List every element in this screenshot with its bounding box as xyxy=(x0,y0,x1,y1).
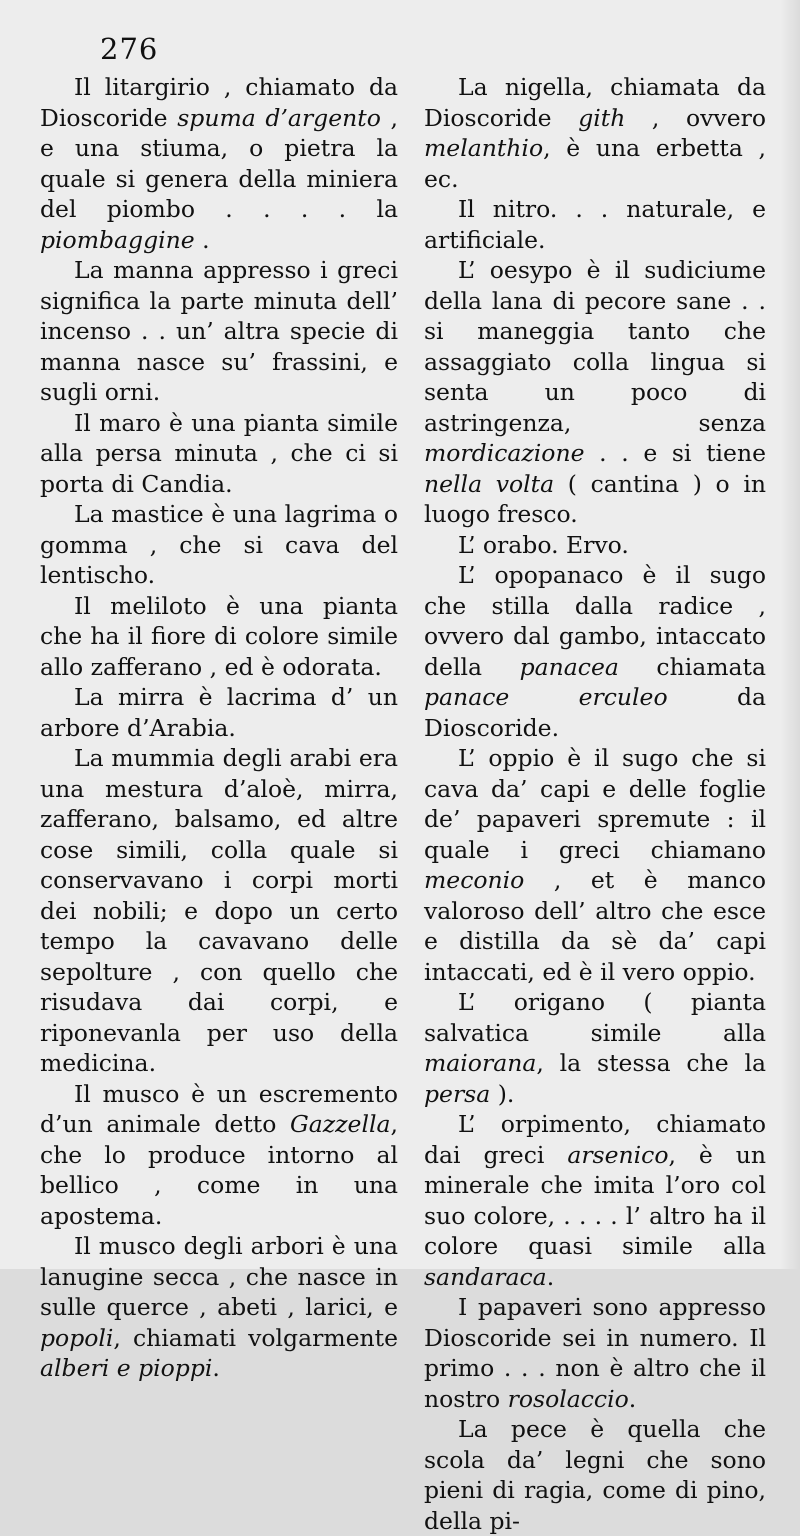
paragraph xyxy=(424,560,766,743)
text-run: L’ origano ( pianta salvatica simile alla xyxy=(424,988,766,1047)
text-run: da Dioscoride. xyxy=(424,683,766,742)
page-number: 276 xyxy=(100,32,159,66)
text-run: I papaveri sono appresso Dioscoride sei in numero. Il primo . . . non è altro che il nostro xyxy=(424,1293,766,1413)
text-run: Il nitro. . . naturale, e artificiale. xyxy=(424,195,766,254)
text-run: , la stessa che la xyxy=(536,1049,766,1077)
text-run: La mummia degli arabi era una mestura d’aloè, mirra, zafferano, balsamo, ed altre cose simili, colla quale si conservavano i corpi morti dei nobili; e dopo un certo tempo la cavavano delle sepolture , con quello che risudava dai corpi, e riponevanla per uso della medicina. xyxy=(40,744,398,1077)
text-run: L’ orpimento, chiamato dai greci xyxy=(424,1110,766,1169)
scan-shadow xyxy=(780,0,800,1269)
text-run: Il musco è un escremento d’un animale detto xyxy=(40,1079,398,1138)
italic-term: meconio xyxy=(424,866,525,894)
text-run: Il meliloto è una pianta che ha il fiore di colore simile allo zafferano , ed è odorata. xyxy=(40,591,398,681)
paragraph xyxy=(424,255,766,530)
italic-term: popoli xyxy=(40,1323,114,1352)
text-run: Il maro è una pianta simile alla persa minuta , che ci si porta di Candia. xyxy=(40,408,398,498)
italic-term: melanthio xyxy=(424,134,544,162)
paragraph xyxy=(424,530,766,561)
paragraph xyxy=(424,72,766,194)
italic-term: persa xyxy=(424,1079,491,1108)
paragraph xyxy=(424,1109,766,1292)
italic-term: nella volta xyxy=(424,469,555,498)
text-run: , e una stiuma, o pietra la quale si genera della miniera del piombo . . . . la xyxy=(40,103,398,223)
paragraph xyxy=(424,987,766,1109)
text-run: , chiamati volgarmente xyxy=(113,1323,398,1352)
text-run: La manna appresso i greci significa la parte minuta dell’ incenso . . un’ altra specie di manna nasce su’ frassini, e sugli orni. xyxy=(40,256,398,406)
text-run: . xyxy=(194,225,210,254)
italic-term: sandaraca xyxy=(424,1262,547,1291)
paragraph xyxy=(40,1079,398,1232)
paragraph xyxy=(40,591,398,683)
italic-term: mordicazione xyxy=(424,439,585,467)
italic-term: Gazzella xyxy=(290,1110,391,1138)
text-run: L’ oesypo è il sudiciume della lana di pecore sane . . si maneggia tanto che assaggiato colla lingua si senta un poco di astringenza, senza xyxy=(424,256,766,437)
text-run: . xyxy=(546,1262,555,1291)
text-run: , è una erbetta , ec. xyxy=(424,134,766,193)
italic-term: alberi e pioppi xyxy=(40,1354,213,1382)
italic-term: gith xyxy=(578,103,626,132)
paragraph xyxy=(424,1414,766,1536)
text-run: La mirra è lacrima d’ un arbore d’Arabia. xyxy=(40,683,398,742)
text-run: ( cantina ) o in luogo fresco. xyxy=(424,469,766,528)
italic-term: panace erculeo xyxy=(424,683,668,711)
paragraph xyxy=(40,499,398,591)
paragraph xyxy=(40,255,398,408)
right-column xyxy=(424,72,766,1536)
text-run: . xyxy=(212,1354,220,1382)
text-run: , et è manco valoroso dell’ altro che esce e distilla da sè da’ capi intaccati, ed è il vero oppio. xyxy=(424,866,766,986)
left-column xyxy=(40,72,398,1384)
text-run: chiamata xyxy=(618,652,767,681)
italic-term: maiorana xyxy=(424,1049,537,1077)
text-run: , è un minerale che imita l’oro col suo colore, . . . . l’ altro ha il colore quasi simile alla xyxy=(424,1140,767,1260)
italic-term: spuma d’argento xyxy=(177,103,381,132)
italic-term: rosolaccio xyxy=(507,1384,629,1413)
italic-term: panacea xyxy=(519,652,619,681)
text-run: , ovvero xyxy=(625,103,766,132)
paragraph xyxy=(40,1231,398,1384)
italic-term: arsenico xyxy=(567,1140,669,1169)
text-run: La mastice è una lagrima o gomma , che si cava del lentischo. xyxy=(40,500,398,589)
text-run: L’ oppio è il sugo che si cava da’ capi e delle foglie de’ papaveri spremute : il quale i greci chiamano xyxy=(424,744,766,864)
paragraph xyxy=(40,408,398,500)
text-run: L’ opopanaco è il sugo che stilla dalla radice , ovvero dal gambo, intaccato della xyxy=(424,561,766,681)
text-run: La pece è quella che scola da’ legni che sono pieni di ragia, come di pino, della pi- xyxy=(424,1415,766,1535)
text-run: ). xyxy=(490,1079,515,1108)
paragraph xyxy=(40,72,398,255)
text-run: L’ orabo. Ervo. xyxy=(458,530,629,559)
paragraph xyxy=(424,1292,766,1414)
paragraph xyxy=(424,194,766,255)
text-run: La nigella, chiamata da Dioscoride xyxy=(424,73,766,132)
text-run: . xyxy=(628,1384,637,1413)
text-run: Il musco degli arbori è una lanugine secca , che nasce in sulle querce , abeti , larici, e xyxy=(40,1232,398,1321)
italic-term: piombaggine xyxy=(40,225,195,254)
text-run: Il litargirio , chiamato da Dioscoride xyxy=(40,73,398,132)
text-run: , che lo produce intorno al bellico , come in una apostema. xyxy=(40,1110,398,1230)
paragraph xyxy=(424,743,766,987)
paragraph xyxy=(40,682,398,743)
text-run: . . e si tiene xyxy=(584,439,766,467)
paragraph xyxy=(40,743,398,1079)
